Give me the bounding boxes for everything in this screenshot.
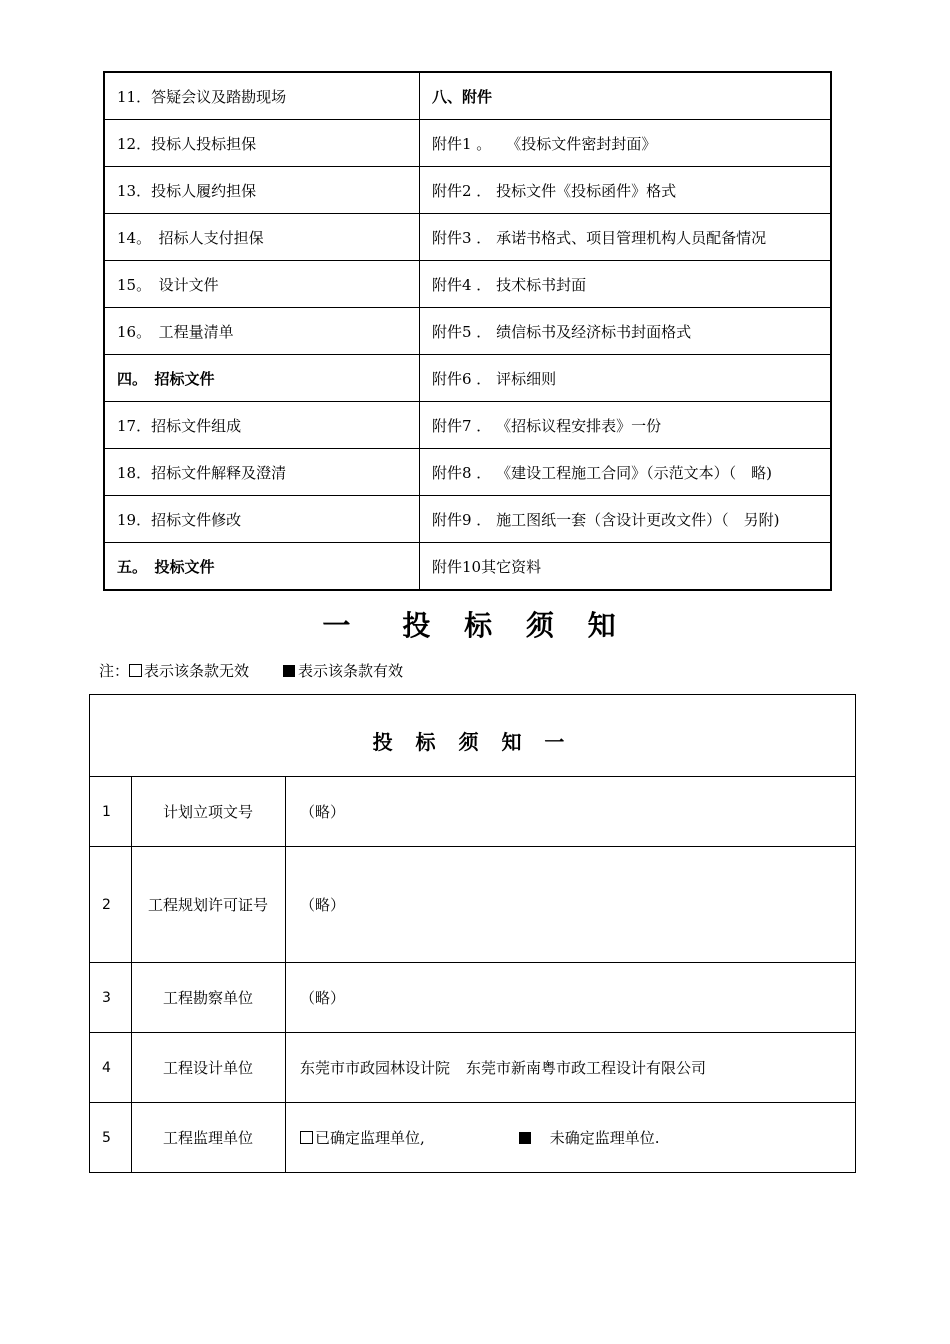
- row-number: 1: [90, 777, 132, 847]
- toc-left: 14。 招标人支付担保: [104, 214, 420, 261]
- row-value: （略）: [286, 963, 856, 1033]
- toc-right: 附件1 。 《投标文件密封封面》: [420, 120, 832, 167]
- row-value: [286, 1033, 856, 1103]
- row-value: [286, 1103, 856, 1173]
- toc-right: 附件5 ． 绩信标书及经济标书封面格式: [420, 308, 832, 355]
- supervisor-option-a: 已确定监理单位,: [315, 1129, 425, 1147]
- toc-right: 附件6 ． 评标细则: [420, 355, 832, 402]
- toc-left: 15。 设计文件: [104, 261, 420, 308]
- row-label: 工程规划许可证号: [132, 847, 286, 963]
- section-heading: 一 投 标 须 知: [322, 609, 628, 642]
- toc-left: 19．招标文件修改: [104, 496, 420, 543]
- toc-row: [104, 543, 831, 591]
- toc-row: [104, 120, 831, 167]
- toc-right: 附件9 ． 施工图纸一套（含设计更改文件）（ 另附): [420, 496, 832, 543]
- toc-right: 附件8 ． 《建设工程施工合同》（示范文本）（ 略): [420, 449, 832, 496]
- note-invalid: 表示该条款无效: [144, 662, 250, 680]
- toc-row: [104, 72, 831, 120]
- table-row: [90, 777, 856, 847]
- toc-left: 13．投标人履约担保: [104, 167, 420, 214]
- info-table-title: 投 标 须 知 一: [90, 695, 856, 777]
- row-label: 工程监理单位: [132, 1103, 286, 1173]
- info-table: [89, 694, 856, 1173]
- row-number: 3: [90, 963, 132, 1033]
- empty-square-icon: [300, 1131, 313, 1144]
- filled-square-icon: [519, 1132, 531, 1144]
- table-row: [90, 1033, 856, 1103]
- toc-row: [104, 167, 831, 214]
- toc-row: [104, 496, 831, 543]
- design-unit-b: 东莞市新南粤市政工程设计有限公司: [466, 1059, 707, 1077]
- table-row: [90, 1103, 856, 1173]
- filled-square-icon: [283, 665, 295, 677]
- toc-right: 附件7 ． 《招标议程安排表》一份: [420, 402, 832, 449]
- toc-left: 18．招标文件解释及澄清: [104, 449, 420, 496]
- row-number: 5: [90, 1103, 132, 1173]
- row-value: （略）: [286, 777, 856, 847]
- toc-row: [104, 355, 831, 402]
- design-unit-a: 东莞市市政园林设计院: [300, 1059, 451, 1077]
- table-row: [90, 963, 856, 1033]
- row-value: （略）: [286, 847, 856, 963]
- toc-row: [104, 214, 831, 261]
- empty-square-icon: [129, 664, 142, 677]
- legend-note: [99, 660, 403, 681]
- toc-left: 16。 工程量清单: [104, 308, 420, 355]
- toc-right: 八、附件: [420, 72, 832, 120]
- toc-right: 附件10其它资料: [420, 543, 832, 591]
- note-valid: 表示该条款有效: [298, 662, 404, 680]
- toc-left: 17．招标文件组成: [104, 402, 420, 449]
- toc-left: 12．投标人投标担保: [104, 120, 420, 167]
- toc-row: [104, 261, 831, 308]
- row-label: 计划立项文号: [132, 777, 286, 847]
- toc-table: [103, 71, 832, 591]
- row-label: 工程设计单位: [132, 1033, 286, 1103]
- row-label: 工程勘察单位: [132, 963, 286, 1033]
- info-title-row: [90, 695, 856, 777]
- toc-left: 四。 招标文件: [104, 355, 420, 402]
- toc-row: [104, 308, 831, 355]
- toc-right: 附件2 ． 投标文件《投标函件》格式: [420, 167, 832, 214]
- table-row: [90, 847, 856, 963]
- toc-left: 11．答疑会议及踏勘现场: [104, 72, 420, 120]
- row-number: 4: [90, 1033, 132, 1103]
- supervisor-option-b: 未确定监理单位.: [549, 1129, 660, 1147]
- toc-right: 附件3 ． 承诺书格式、项目管理机构人员配备情况: [420, 214, 832, 261]
- note-prefix: 注：: [99, 662, 130, 680]
- row-number: 2: [90, 847, 132, 963]
- toc-row: [104, 449, 831, 496]
- toc-right: 附件4 ． 技术标书封面: [420, 261, 832, 308]
- toc-row: [104, 402, 831, 449]
- toc-left: 五。 投标文件: [104, 543, 420, 591]
